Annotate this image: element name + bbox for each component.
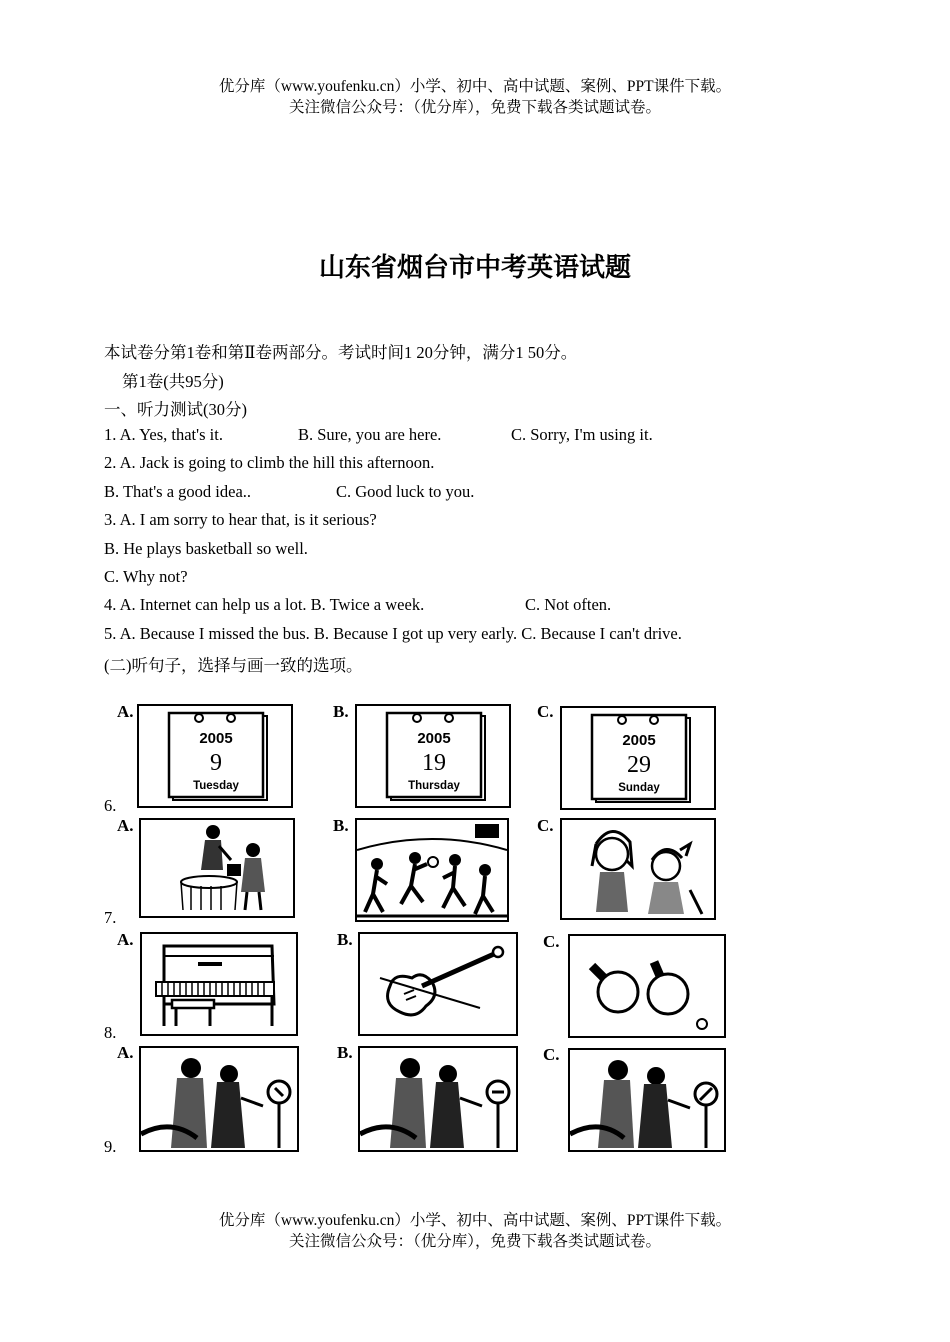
calendar-weekday: Thursday	[408, 780, 460, 792]
calendar-day: 9	[210, 750, 222, 776]
q1-option-b: B. Sure, you are here.	[298, 425, 442, 444]
two-girls-scene-icon	[562, 820, 714, 918]
q7-picture-a	[139, 818, 295, 918]
piano-icon	[142, 934, 296, 1034]
part-one-heading: 第1卷(共95分)	[122, 372, 224, 391]
calendar-year: 2005	[417, 730, 451, 747]
exam-intro: 本试卷分第1卷和第Ⅱ卷两部分。考试时间1 20分钟，满分1 50分。	[104, 343, 578, 362]
q3-option-a: 3. A. I am sorry to hear that, is it serious?	[104, 510, 377, 529]
q8-letter-a: A.	[117, 930, 134, 949]
q7-picture-c	[560, 818, 716, 920]
traffic-sign-scene-icon	[360, 1048, 516, 1150]
q8-picture-a	[140, 932, 298, 1036]
traffic-sign-scene-icon	[570, 1050, 724, 1150]
q5-options: 5. A. Because I missed the bus. B. Because I got up very early. C. Because I can't drive.	[104, 624, 682, 643]
calendar-icon	[357, 706, 509, 806]
footer-line-2: 关注微信公众号：（优分库），免费下载各类试题试卷。	[288, 1233, 661, 1250]
q9-picture-b	[358, 1046, 518, 1152]
section-picture-heading: (二)听句子，选择与画一致的选项。	[104, 656, 363, 675]
page-footer	[0, 1210, 950, 1252]
exam-title: 山东省烟台市中考英语试题	[318, 253, 631, 283]
q7-letter-c: C.	[537, 816, 554, 835]
q1-option-c: C. Sorry, I'm using it.	[511, 425, 653, 444]
q7-letter-b: B.	[333, 816, 349, 835]
header-line-2: 关注微信公众号：（优分库），免费下载各类试题试卷。	[288, 99, 661, 116]
basketball-game-scene-icon	[357, 820, 507, 920]
page-header	[0, 76, 950, 118]
q9-picture-a	[139, 1046, 299, 1152]
calendar-icon	[562, 708, 714, 808]
section-listening-heading: 一、听力测试(30分)	[104, 400, 247, 419]
q9-letter-a: A.	[117, 1043, 134, 1062]
dinner-table-scene-icon	[141, 820, 293, 916]
q7-letter-a: A.	[117, 816, 134, 835]
q8-picture-c	[568, 934, 726, 1038]
q2-option-c: C. Good luck to you.	[336, 482, 475, 501]
q6-picture-c	[560, 706, 716, 810]
q8-picture-b	[358, 932, 518, 1036]
calendar-weekday: Tuesday	[193, 780, 239, 792]
q6-picture-b	[355, 704, 511, 808]
footer-line-1: 优分库（www.youfenku.cn）小学、初中、高中试题、案例、PPT课件下载。	[218, 1212, 732, 1229]
q4-options-ab: 4. A. Internet can help us a lot. B. Twice a week.	[104, 595, 425, 614]
q4-option-c: C. Not often.	[525, 595, 612, 614]
q9-letter-b: B.	[337, 1043, 353, 1062]
q6-letter-a: A.	[117, 702, 134, 721]
calendar-weekday: Sunday	[618, 782, 660, 794]
header-line-1: 优分库（www.youfenku.cn）小学、初中、高中试题、案例、PPT课件下载。	[218, 78, 732, 95]
q8-letter-b: B.	[337, 930, 353, 949]
q6-letter-c: C.	[537, 702, 554, 721]
calendar-year: 2005	[622, 732, 656, 749]
calendar-day: 19	[422, 750, 446, 776]
q9-number: 9.	[104, 1137, 117, 1156]
q6-number: 6.	[104, 796, 117, 815]
ping-pong-paddles-icon	[570, 936, 724, 1036]
q9-letter-c: C.	[543, 1045, 560, 1064]
q7-picture-b	[355, 818, 509, 922]
violin-icon	[360, 934, 516, 1034]
q6-picture-a	[137, 704, 293, 808]
q2-option-b: B. That's a good idea..	[104, 482, 252, 501]
q1-option-a: 1. A. Yes, that's it.	[104, 425, 223, 444]
q3-option-b: B. He plays basketball so well.	[104, 539, 308, 558]
q3-option-c: C. Why not?	[104, 567, 188, 586]
q8-letter-c: C.	[543, 932, 560, 951]
calendar-icon	[139, 706, 291, 806]
q7-number: 7.	[104, 908, 117, 927]
traffic-sign-scene-icon	[141, 1048, 297, 1150]
q2-option-a: 2. A. Jack is going to climb the hill this afternoon.	[104, 453, 435, 472]
calendar-year: 2005	[199, 730, 233, 747]
q6-letter-b: B.	[333, 702, 349, 721]
calendar-day: 29	[627, 752, 651, 778]
q8-number: 8.	[104, 1023, 117, 1042]
q9-picture-c	[568, 1048, 726, 1152]
